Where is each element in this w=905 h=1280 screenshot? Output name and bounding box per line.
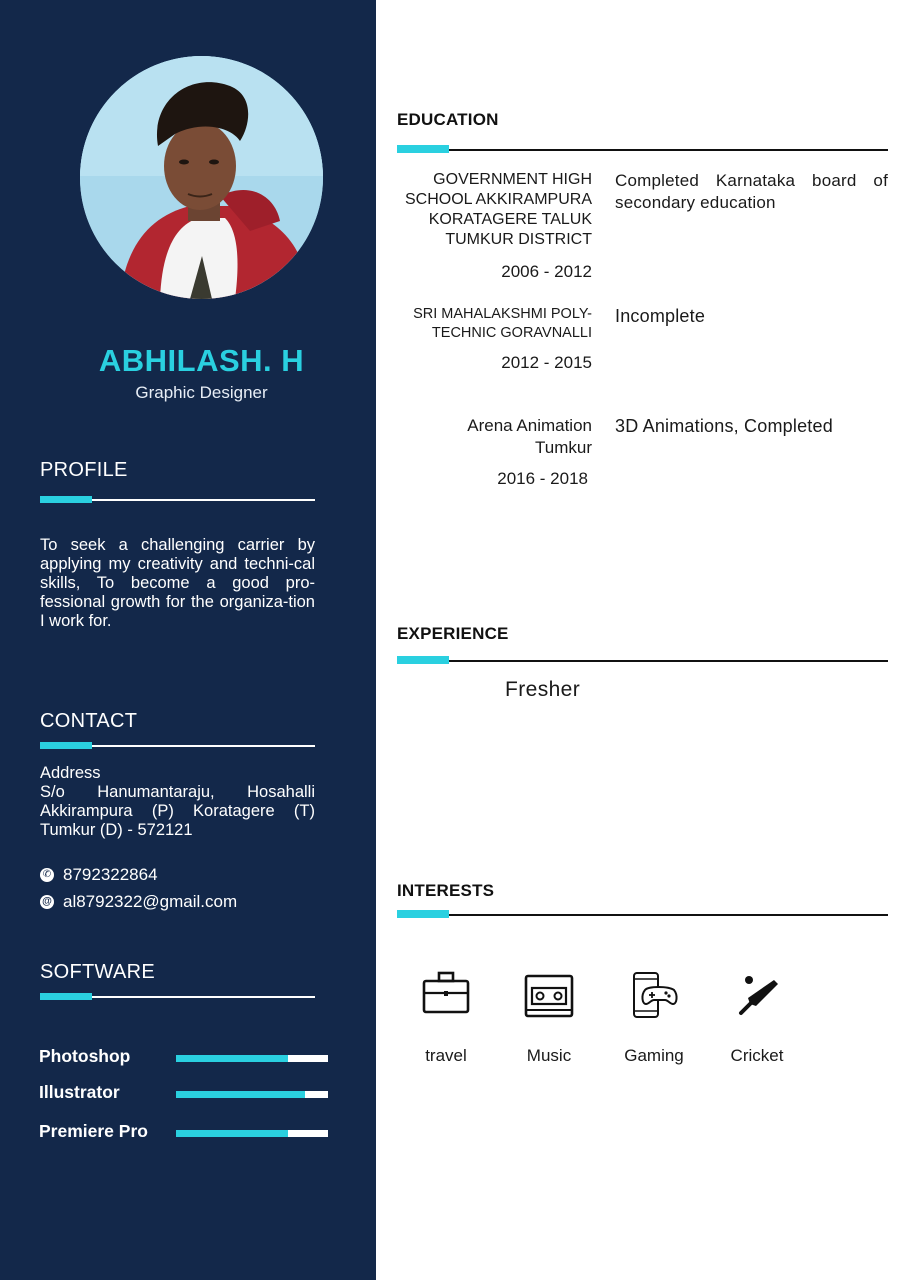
interests-heading: INTERESTS (397, 881, 495, 900)
skill-bar (176, 1091, 328, 1098)
interests-divider (397, 914, 888, 916)
skill-label: Illustrator (39, 1082, 120, 1102)
person-role: Graphic Designer (135, 383, 268, 402)
interest-music (514, 968, 584, 1022)
education-years: 2006 - 2012 (501, 262, 592, 281)
email-line[interactable] (40, 892, 237, 912)
contact-heading: CONTACT (40, 710, 138, 732)
skill-bar (176, 1055, 328, 1062)
education-detail: Completed Karnataka board of secondary education (615, 171, 888, 212)
address-text: S/o Hanumantaraju, Hosahalli Akkirampura (P) Koratagere (T) Tumkur (D) - 572121 (40, 783, 315, 839)
education-school: SRI MAHALAKSHMI POLY- TECHNIC GORAVNALLI (413, 306, 592, 341)
interest-gaming (620, 968, 690, 1022)
sidebar (0, 0, 376, 1280)
skill-bar (176, 1130, 328, 1137)
interest-label: Music (526, 1046, 572, 1065)
interest-label: travel (425, 1046, 467, 1065)
education-heading: EDUCATION (397, 110, 499, 129)
interest-travel (411, 968, 481, 1022)
software-divider (40, 996, 315, 998)
skill-premiere-pro (39, 1121, 329, 1145)
profile-divider (40, 499, 315, 501)
phone-line[interactable] (40, 865, 158, 885)
profile-text: To seek a challenging carrier by applying my creativity and techni-cal skills, To become a good pro-fessional growth for the organiza-tion I work for. (40, 536, 315, 630)
software-heading: SOFTWARE (40, 961, 155, 983)
interest-label: Gaming (624, 1046, 684, 1065)
email-address: al8792322@gmail.com (63, 892, 238, 911)
education-detail: 3D Animations, Completed (615, 416, 833, 436)
education-divider (397, 149, 888, 151)
education-years: 2016 - 2018 (497, 469, 588, 488)
skill-label: Photoshop (39, 1046, 131, 1066)
address-label: Address (40, 764, 101, 782)
phone-icon: ✆ (40, 868, 54, 882)
contact-divider (40, 745, 315, 747)
at-icon: @ (40, 895, 54, 909)
skill-photoshop (39, 1046, 329, 1070)
cricket-bat-icon (732, 968, 786, 1022)
person-name: ABHILASH. H (98, 343, 305, 378)
interest-cricket (724, 968, 794, 1022)
education-detail: Incomplete (615, 306, 706, 326)
education-school: GOVERNMENT HIGH SCHOOL AKKIRAMPURA KORATAGERE TALUK TUMKUR DISTRICT (404, 171, 592, 248)
interest-label: Cricket (730, 1046, 784, 1065)
profile-photo (80, 56, 323, 299)
experience-divider (397, 660, 888, 662)
education-school: Arena Animation Tumkur (467, 416, 592, 457)
phone-number: 8792322864 (63, 865, 158, 884)
profile-heading: PROFILE (40, 459, 128, 481)
experience-text: Fresher (505, 678, 581, 701)
education-years: 2012 - 2015 (501, 353, 592, 372)
portrait-illustration (80, 56, 323, 299)
mobile-gamepad-icon (628, 968, 682, 1022)
skill-illustrator (39, 1082, 329, 1106)
cassette-icon (522, 968, 576, 1022)
briefcase-icon (419, 968, 473, 1022)
skill-label: Premiere Pro (39, 1121, 148, 1141)
experience-heading: EXPERIENCE (397, 624, 509, 643)
